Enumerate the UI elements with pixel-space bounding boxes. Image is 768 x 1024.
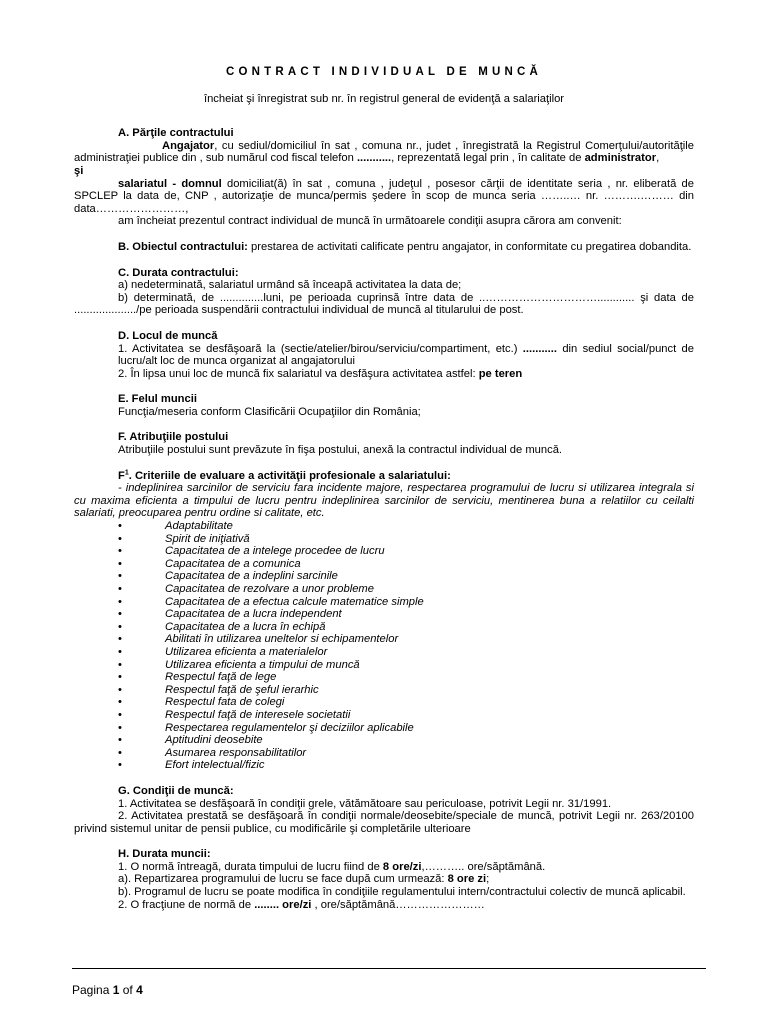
heading-letter: F bbox=[118, 469, 125, 482]
conjunction-si: şi bbox=[74, 164, 84, 177]
section-heading: B. Obiectul contractului: bbox=[118, 240, 248, 253]
criteria-item bbox=[74, 747, 694, 760]
bullet-icon: • bbox=[118, 570, 122, 583]
criteria-item bbox=[74, 583, 694, 596]
document-title: CONTRACT INDIVIDUAL DE MUNCĂ bbox=[225, 66, 543, 78]
criteria-item bbox=[74, 533, 694, 546]
evaluation-intro: - indeplinirea sarcinilor de serviciu fara incidente majore, respectarea programului de lucru si utilizarea integrala si cu maxima eficienta a timpului de lucru pentru indeplinirea sarcinilor de serviciu, mentinerea buna a relatiilor cu ceilalti salariati, preocuparea pentru ordine si calitate, etc. bbox=[74, 482, 694, 520]
document-body bbox=[74, 66, 694, 924]
criteria-label: Utilizarea eficienta a timpului de muncă bbox=[165, 658, 360, 671]
bullet-icon: • bbox=[118, 633, 122, 646]
bullet-icon: • bbox=[118, 708, 122, 721]
criteria-item bbox=[74, 520, 694, 533]
criteria-label: Aptitudini deosebite bbox=[165, 734, 263, 747]
employer-role: administrator bbox=[584, 152, 657, 165]
section-heading: D. Locul de muncă bbox=[118, 329, 218, 342]
employee-label: salariatul - domnul bbox=[118, 177, 222, 190]
section-heading: E. Felul muncii bbox=[118, 393, 197, 406]
conditions-item-1: 1. Activitatea se desfăşoară în condiţii grele, vătămătoare sau periculoase, potrivit Legii nr. 31/1991. bbox=[118, 797, 612, 810]
working-time-item-2-value: ........ ore/zi bbox=[254, 898, 312, 911]
employee-text: domiciliat(ă) în sat , comuna , judeţul , posesor cărţii de identitate seria , nr. eliberată de SPCLEP la data de, CNP , autorizaţie de munca/permis şedere în scop de munca seria ……..… nr. ……….……… din data……………………, bbox=[74, 177, 694, 215]
employer-paragraph bbox=[74, 140, 694, 165]
working-time-item-2 bbox=[74, 899, 694, 912]
section-job-type bbox=[74, 393, 694, 418]
conditions-item-2: 2. Activitatea prestată se desfăşoară în condiţii normale/deosebite/speciale de muncă, potrivit Legii nr. 263/20100 privind sistemul unitar de pensii publice, cu modificările şi completările ulterioare bbox=[74, 810, 694, 835]
section-heading: C. Durata contractului: bbox=[118, 266, 239, 279]
criteria-item bbox=[74, 709, 694, 722]
bullet-icon: • bbox=[118, 608, 122, 621]
bullet-icon: • bbox=[118, 520, 122, 533]
section-duties bbox=[74, 431, 694, 456]
bullet-icon: • bbox=[118, 671, 122, 684]
duration-definite: b) determinată, de ..............luni, pe perioada cuprinsă între data de ..…………………………............ şi data de ..................../pe perioada suspendării contractului individual de muncă al titularului de post. bbox=[74, 291, 694, 317]
criteria-label: Capacitatea de a efectua calcule matematice simple bbox=[165, 595, 424, 608]
employer-label: Angajator bbox=[162, 139, 215, 152]
criteria-label: Capacitatea de a intelege procedee de lucru bbox=[165, 545, 385, 558]
bullet-icon: • bbox=[118, 759, 122, 772]
bullet-icon: • bbox=[118, 620, 122, 633]
section-heading bbox=[74, 470, 694, 483]
employer-text-2: , reprezentată legal prin , în calitate de bbox=[391, 152, 585, 165]
criteria-item bbox=[74, 684, 694, 697]
bullet-icon: • bbox=[118, 746, 122, 759]
page-total: 4 bbox=[136, 983, 143, 997]
criteria-item bbox=[74, 696, 694, 709]
working-time-item-1a-text: a). Repartizarea programului de lucru se face după cum urmează: bbox=[118, 873, 448, 886]
bullet-icon: • bbox=[118, 696, 122, 709]
working-time-item-2-end: , ore/săptămână…………………… bbox=[311, 898, 485, 911]
bullet-icon: • bbox=[118, 583, 122, 595]
section-work-conditions bbox=[74, 785, 694, 835]
working-time-item-1a-end: ; bbox=[486, 873, 490, 886]
employer-end: , bbox=[656, 152, 660, 165]
bullet-icon: • bbox=[118, 532, 122, 545]
bullet-icon: • bbox=[118, 721, 122, 734]
criteria-item bbox=[74, 558, 694, 571]
criteria-item bbox=[74, 608, 694, 621]
workplace-item-1-end: din sediul social/punct de lucru/alt loc de munca organizat al angajatorului bbox=[118, 342, 694, 368]
bullet-icon: • bbox=[118, 595, 122, 608]
working-time-item-1b: b). Programul de lucru se poate modifica în condiţiile regulamentului intern/contractului colectiv de muncă aplicabil. bbox=[118, 886, 686, 899]
section-working-time bbox=[74, 848, 694, 911]
criteria-label: Adaptabilitate bbox=[165, 520, 233, 533]
bullet-icon: • bbox=[118, 557, 122, 570]
criteria-label: Utilizarea eficienta a materialelor bbox=[165, 645, 328, 658]
workplace-item-1-text: 1. Activitatea se desfăşoară la (sectie/atelier/birou/serviciu/compartiment, etc.) bbox=[118, 342, 523, 355]
criteria-item bbox=[74, 722, 694, 735]
criteria-label: Respectul faţă de interesele societatii bbox=[165, 708, 351, 721]
object-text: prestarea de activitati calificate pentru angajator, in conformitate cu pregatirea dobandita. bbox=[247, 240, 692, 253]
heading-superscript: 1 bbox=[124, 468, 129, 476]
page-footer bbox=[72, 983, 143, 997]
criteria-item bbox=[74, 759, 694, 772]
bullet-icon: • bbox=[118, 545, 122, 558]
working-time-item-1-end: ,……….. ore/săptămână. bbox=[421, 860, 546, 873]
bullet-icon: • bbox=[118, 645, 122, 658]
criteria-item bbox=[74, 671, 694, 684]
page-label: Pagina bbox=[72, 983, 113, 997]
criteria-item bbox=[74, 659, 694, 672]
workplace-item-1 bbox=[74, 343, 694, 368]
criteria-label: Abilitati în utilizarea uneltelor si echipamentelor bbox=[165, 633, 399, 646]
duties-text: Atribuţiile postului sunt prevăzute în fişa postului, anexă la contractul individual de muncă. bbox=[118, 444, 563, 457]
workplace-item-2-value: pe teren bbox=[478, 367, 523, 380]
criteria-label: Respectul fata de colegi bbox=[165, 696, 285, 709]
criteria-label: Respectul faţă de şeful ierarhic bbox=[165, 683, 319, 696]
criteria-label: Spirit de iniţiativă bbox=[165, 532, 250, 545]
bullet-icon: • bbox=[118, 658, 122, 671]
working-time-item-1-text: 1. O normă întreagă, durata timpului de lucru fiind de bbox=[118, 860, 383, 873]
criteria-label: Efort intelectual/fizic bbox=[165, 759, 265, 772]
criteria-label: Capacitatea de rezolvare a unor probleme bbox=[165, 583, 374, 595]
criteria-item bbox=[74, 633, 694, 646]
criteria-list bbox=[74, 520, 694, 772]
workplace-item-2-text: 2. În lipsa unui loc de muncă fix salariatul va desfăşura activitatea astfel: bbox=[118, 367, 479, 380]
criteria-item bbox=[74, 646, 694, 659]
page-current: 1 bbox=[112, 983, 120, 997]
workplace-item-2 bbox=[74, 368, 694, 381]
section-heading: F. Atribuţiile postului bbox=[118, 431, 229, 444]
bullet-icon: • bbox=[118, 734, 122, 747]
page-of-label: of bbox=[119, 983, 137, 997]
section-duration bbox=[74, 267, 694, 317]
working-time-item-1-value: 8 ore/zi bbox=[382, 860, 422, 873]
working-time-item-1a-value: 8 ore zi bbox=[447, 873, 487, 886]
section-heading: H. Durata muncii: bbox=[118, 848, 211, 861]
section-workplace bbox=[74, 330, 694, 380]
criteria-label: Respectarea regulamentelor şi deciziilor aplicabile bbox=[165, 721, 414, 734]
agreement-closing: am încheiat prezentul contract individual de muncă în următoarele condiţii asupra cărora am convenit: bbox=[118, 215, 622, 228]
workplace-item-1-dots: ........... bbox=[522, 342, 557, 355]
job-type-text: Funcţia/meseria conform Clasificării Ocupaţiilor din România; bbox=[118, 405, 421, 418]
section-heading: A. Părţile contractului bbox=[118, 127, 234, 140]
criteria-label: Asumarea responsabilitatilor bbox=[165, 746, 307, 759]
criteria-label: Capacitatea de a lucra independent bbox=[165, 608, 342, 621]
criteria-label: Capacitatea de a lucra în echipă bbox=[165, 620, 326, 633]
document-subtitle: încheiat şi înregistrat sub nr. în registrul general de evidenţă a salariaţilor bbox=[203, 92, 565, 105]
footer-divider bbox=[72, 968, 706, 969]
employer-text: , cu sediul/domiciliul în sat , comuna nr., judet , înregistrată la Registrul Comerţului/autorităţile administraţiei publice din , sub numărul cod fiscal telefon bbox=[74, 139, 694, 165]
section-heading: G. Condiţii de muncă: bbox=[118, 784, 234, 797]
section-object bbox=[74, 241, 694, 254]
criteria-item bbox=[74, 734, 694, 747]
working-time-item-1 bbox=[74, 861, 694, 874]
criteria-item bbox=[74, 596, 694, 609]
criteria-label: Respectul faţă de lege bbox=[165, 671, 277, 684]
criteria-label: Capacitatea de a indeplini sarcinile bbox=[165, 570, 338, 583]
criteria-label: Capacitatea de a comunica bbox=[165, 557, 301, 570]
working-time-item-1a bbox=[74, 873, 694, 886]
bullet-icon: • bbox=[118, 683, 122, 696]
working-time-item-2-text: 2. O fracţiune de normă de bbox=[118, 898, 255, 911]
employer-dots: ........... bbox=[356, 152, 392, 165]
criteria-item bbox=[74, 621, 694, 634]
criteria-item bbox=[74, 545, 694, 558]
criteria-item bbox=[74, 570, 694, 583]
section-parties bbox=[74, 127, 694, 228]
employee-paragraph bbox=[74, 178, 694, 216]
heading-text: . Criteriile de evaluare a activităţii profesionale a salariatului: bbox=[128, 469, 451, 482]
section-evaluation-criteria bbox=[74, 470, 694, 772]
duration-indefinite: a) nedeterminată, salariatul urmând să înceapă activitatea la data de; bbox=[118, 279, 462, 292]
